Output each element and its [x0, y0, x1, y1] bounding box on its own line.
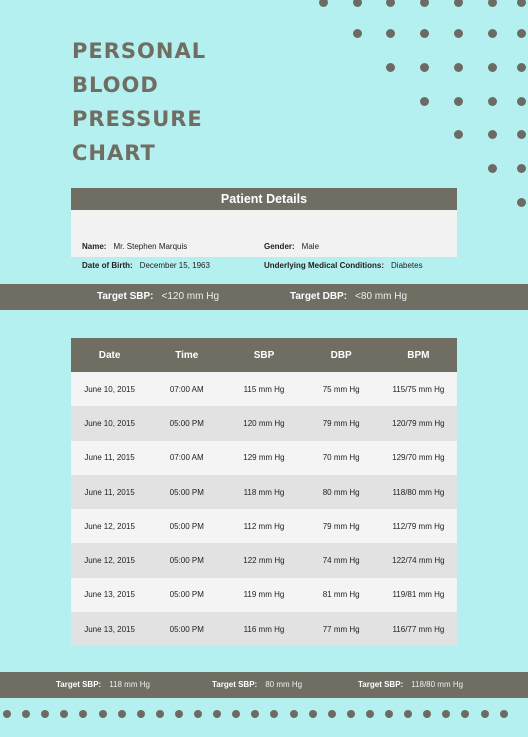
decorative-dot	[328, 710, 336, 718]
decorative-dot	[420, 97, 429, 106]
decorative-dot	[454, 63, 463, 72]
decorative-dot	[517, 97, 526, 106]
cell-time: 05:00 PM	[148, 406, 225, 440]
target-bottom-value: 118 mm Hg	[109, 680, 150, 689]
column-header-bpm: BPM	[380, 338, 457, 372]
column-header-date: Date	[71, 338, 148, 372]
cell-sbp: 122 mm Hg	[225, 543, 302, 577]
decorative-dot	[461, 710, 469, 718]
name-value: Mr. Stephen Marquis	[113, 242, 188, 251]
decorative-dot	[517, 130, 526, 139]
cell-bpm: 116/77 mm Hg	[380, 612, 457, 646]
dob-field	[82, 261, 210, 270]
cell-date: June 10, 2015	[71, 406, 148, 440]
cell-date: June 12, 2015	[71, 509, 148, 543]
cell-bpm: 129/70 mm Hg	[380, 441, 457, 475]
cell-date: June 11, 2015	[71, 475, 148, 509]
target-dbp-value: <80 mm Hg	[355, 291, 408, 302]
table-row	[71, 406, 457, 440]
cell-dbp: 80 mm Hg	[303, 475, 380, 509]
target-bottom-label: Target SBP:	[56, 680, 102, 689]
gender-value: Male	[301, 242, 320, 251]
cell-dbp: 79 mm Hg	[303, 509, 380, 543]
cell-date: June 11, 2015	[71, 441, 148, 475]
target-sbp	[97, 284, 219, 310]
decorative-dot	[454, 29, 463, 38]
gender-field	[264, 242, 319, 251]
decorative-dot	[517, 198, 526, 207]
table-row	[71, 612, 457, 646]
patient-details-header: Patient Details	[71, 188, 457, 210]
cell-bpm: 119/81 mm Hg	[380, 578, 457, 612]
table-row	[71, 441, 457, 475]
cell-dbp: 79 mm Hg	[303, 406, 380, 440]
target-bottom-label: Target SBP:	[212, 680, 258, 689]
cell-sbp: 119 mm Hg	[225, 578, 302, 612]
decorative-dot	[319, 0, 328, 7]
gender-label: Gender:	[264, 242, 295, 251]
decorative-dot	[79, 710, 87, 718]
cell-dbp: 81 mm Hg	[303, 578, 380, 612]
title-line: PERSONAL	[72, 39, 207, 63]
target-bottom-item	[56, 672, 150, 698]
decorative-dot	[99, 710, 107, 718]
decorative-dot	[517, 164, 526, 173]
cell-date: June 13, 2015	[71, 578, 148, 612]
cell-date: June 12, 2015	[71, 543, 148, 577]
cell-time: 05:00 PM	[148, 578, 225, 612]
decorative-dot	[232, 710, 240, 718]
cell-bpm: 112/79 mm Hg	[380, 509, 457, 543]
cell-date: June 13, 2015	[71, 612, 148, 646]
decorative-dot	[488, 164, 497, 173]
target-sbp-label: Target SBP:	[97, 291, 154, 302]
conditions-field	[264, 261, 423, 270]
decorative-dot	[175, 710, 183, 718]
decorative-dot	[41, 710, 49, 718]
decorative-dot	[22, 710, 30, 718]
table-row	[71, 543, 457, 577]
target-dbp	[290, 284, 407, 310]
target-bottom-value: 80 mm Hg	[265, 680, 303, 689]
name-label: Name:	[82, 242, 107, 251]
column-header-sbp: SBP	[225, 338, 302, 372]
table-row	[71, 578, 457, 612]
decorative-dot	[420, 29, 429, 38]
decorative-dot	[251, 710, 259, 718]
decorative-dot	[213, 710, 221, 718]
decorative-dot	[517, 0, 526, 7]
cell-sbp: 116 mm Hg	[225, 612, 302, 646]
decorative-dot	[454, 130, 463, 139]
patient-details-body	[71, 210, 457, 270]
conditions-value: Diabetes	[391, 261, 423, 270]
decorative-dot	[488, 130, 497, 139]
decorative-dot	[385, 710, 393, 718]
cell-bpm: 122/74 mm Hg	[380, 543, 457, 577]
title-line: BLOOD	[72, 73, 159, 97]
column-header-time: Time	[148, 338, 225, 372]
conditions-label: Underlying Medical Conditions:	[264, 261, 385, 270]
decorative-dot	[488, 29, 497, 38]
cell-sbp: 129 mm Hg	[225, 441, 302, 475]
decorative-dot	[454, 97, 463, 106]
decorative-dot	[517, 29, 526, 38]
decorative-dot	[420, 63, 429, 72]
decorative-dot	[309, 710, 317, 718]
decorative-dot	[386, 63, 395, 72]
table-row	[71, 509, 457, 543]
decorative-dot	[386, 29, 395, 38]
cell-time: 05:00 PM	[148, 475, 225, 509]
decorative-dot	[454, 0, 463, 7]
target-bottom-value: 118/80 mm Hg	[411, 680, 464, 689]
decorative-dot	[404, 710, 412, 718]
decorative-dot	[488, 0, 497, 7]
decorative-dot	[353, 29, 362, 38]
decorative-dot	[500, 710, 508, 718]
decorative-dot	[156, 710, 164, 718]
decorative-dot	[270, 710, 278, 718]
decorative-dot	[442, 710, 450, 718]
decorative-dot	[290, 710, 298, 718]
cell-date: June 10, 2015	[71, 372, 148, 406]
table-header-row	[71, 338, 457, 372]
blood-pressure-table	[71, 338, 457, 646]
decorative-dot	[353, 0, 362, 7]
patient-details-card	[71, 188, 457, 270]
decorative-dot	[386, 0, 395, 7]
decorative-dot	[423, 710, 431, 718]
dob-label: Date of Birth:	[82, 261, 133, 270]
dob-value: December 15, 1963	[139, 261, 210, 270]
decorative-dot	[366, 710, 374, 718]
cell-bpm: 120/79 mm Hg	[380, 406, 457, 440]
table-row	[71, 372, 457, 406]
cell-time: 07:00 AM	[148, 372, 225, 406]
decorative-dot	[420, 0, 429, 7]
decorative-dot	[3, 710, 11, 718]
cell-dbp: 77 mm Hg	[303, 612, 380, 646]
cell-sbp: 120 mm Hg	[225, 406, 302, 440]
cell-sbp: 115 mm Hg	[225, 372, 302, 406]
target-bottom-label: Target SBP:	[358, 680, 404, 689]
cell-sbp: 112 mm Hg	[225, 509, 302, 543]
title-line: PRESSURE	[72, 107, 203, 131]
target-dbp-label: Target DBP:	[290, 291, 348, 302]
target-sbp-value: <120 mm Hg	[161, 291, 220, 302]
cell-bpm: 118/80 mm Hg	[380, 475, 457, 509]
title-line: CHART	[72, 141, 156, 165]
decorative-dot	[194, 710, 202, 718]
decorative-dot	[488, 63, 497, 72]
cell-dbp: 74 mm Hg	[303, 543, 380, 577]
decorative-dot	[347, 710, 355, 718]
target-bar-top	[0, 284, 528, 310]
decorative-dot	[60, 710, 68, 718]
decorative-dot	[488, 97, 497, 106]
cell-time: 05:00 PM	[148, 543, 225, 577]
cell-sbp: 118 mm Hg	[225, 475, 302, 509]
target-bottom-item	[212, 672, 302, 698]
cell-time: 05:00 PM	[148, 509, 225, 543]
decorative-dot	[118, 710, 126, 718]
decorative-dot	[137, 710, 145, 718]
cell-bpm: 115/75 mm Hg	[380, 372, 457, 406]
cell-dbp: 70 mm Hg	[303, 441, 380, 475]
decorative-dot	[481, 710, 489, 718]
name-field	[82, 242, 187, 251]
table-row	[71, 475, 457, 509]
target-bar-bottom	[0, 672, 528, 698]
cell-time: 05:00 PM	[148, 612, 225, 646]
target-bottom-item	[358, 672, 463, 698]
cell-time: 07:00 AM	[148, 441, 225, 475]
cell-dbp: 75 mm Hg	[303, 372, 380, 406]
column-header-dbp: DBP	[303, 338, 380, 372]
page-title	[72, 34, 206, 170]
decorative-dot	[517, 63, 526, 72]
